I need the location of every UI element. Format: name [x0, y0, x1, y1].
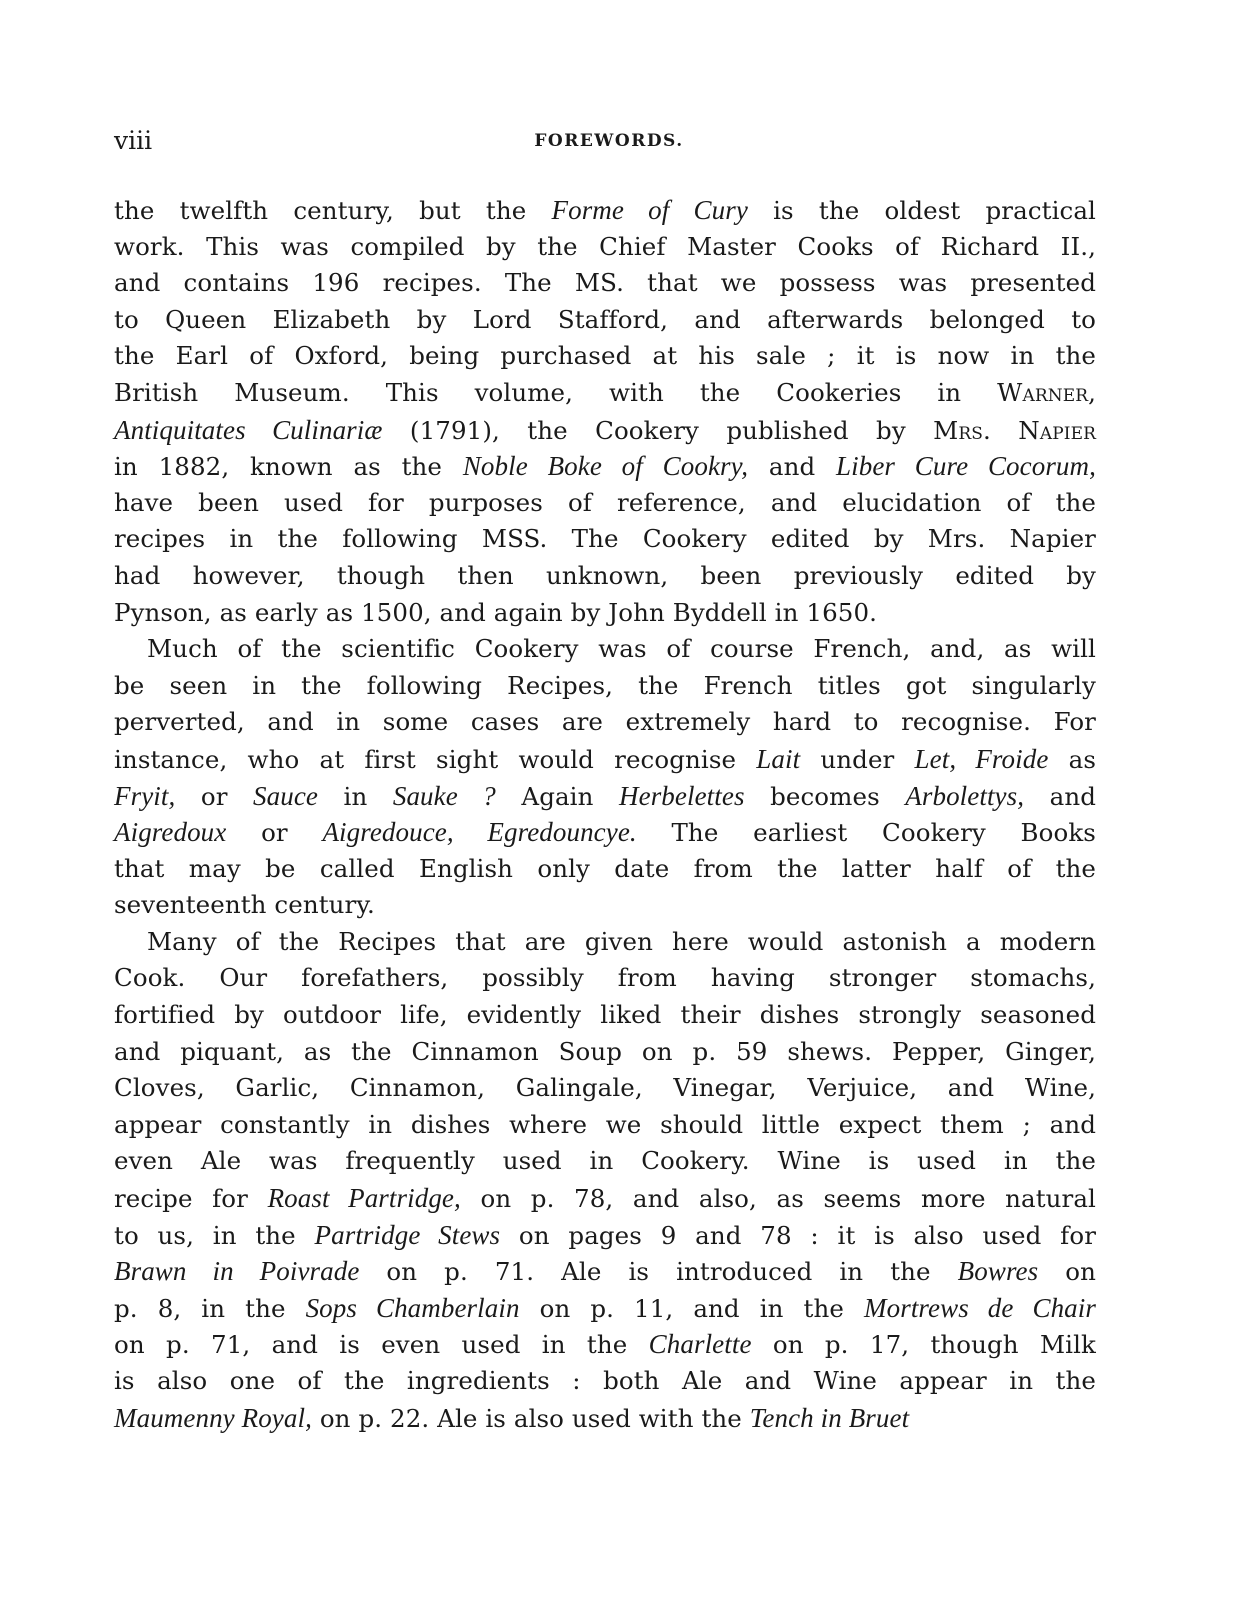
text-line [114, 1180, 1096, 1217]
italic-text: Brawn in Poivrade [114, 1256, 360, 1287]
text-run: appear constantly in dishes where we should little expect them ; and [114, 1109, 1096, 1139]
text-line [114, 1070, 1096, 1107]
text-line [114, 887, 1096, 924]
running-head [114, 124, 1096, 158]
text-line [114, 595, 1096, 632]
italic-text: Partridge Stews [314, 1219, 501, 1250]
italic-text: Maumenny Royal, [114, 1402, 312, 1433]
text-run: Many of the Recipes that are given here would astonish a modern [147, 926, 1096, 956]
text-line [114, 960, 1096, 997]
italic-text: Let, Froide [914, 743, 1049, 774]
text-run: British Museum. This volume, with the Cookeries in [114, 377, 998, 407]
text-line [114, 851, 1096, 888]
text-line [114, 558, 1096, 595]
text-line [114, 924, 1096, 961]
italic-text: Herbelettes [619, 780, 745, 811]
text-run: seventeenth century. [114, 890, 375, 920]
text-line [114, 521, 1096, 558]
italic-text: Roast Partridge, [267, 1183, 461, 1214]
text-line [114, 1034, 1096, 1071]
italic-text: Lait [756, 743, 801, 774]
text-line [114, 448, 1096, 485]
italic-text: Arbolettys, [905, 780, 1025, 811]
text-run: the twelfth century, but the [114, 196, 552, 225]
text-run: the Earl of Oxford, being purchased at his sale ; it is now in the [114, 341, 1096, 371]
text-line [114, 192, 1096, 229]
text-run: perverted, and in some cases are extremely hard to recognise. For [114, 707, 1096, 737]
text-run: be seen in the following Recipes, the French titles got singularly [114, 670, 1096, 700]
text-run: Cloves, Garlic, Cinnamon, Galingale, Vinegar, Verjuice, and Wine, [114, 1073, 1096, 1103]
text-run: have been used for purposes of reference, and elucidation of the [114, 487, 1096, 517]
text-line [114, 814, 1096, 851]
text-line [114, 1363, 1096, 1400]
italic-text: Mortrews de Chair [864, 1292, 1096, 1323]
text-line [114, 302, 1096, 339]
italic-text: Sauke ? [392, 780, 496, 811]
italic-text: Antiquitates Culinariæ [114, 414, 383, 445]
italic-text: Noble Boke of Cookry, [462, 451, 749, 482]
italic-text: Bowres [957, 1256, 1039, 1287]
text-line [114, 1326, 1096, 1363]
text-run: becomes [744, 781, 906, 811]
text-run: is also one of the ingredients : both Ale and Wine appear in the [114, 1366, 1096, 1395]
text-line [114, 1400, 1096, 1437]
italic-text: Liber Cure Cocorum, [836, 451, 1096, 482]
text-run: Pynson, as early as 1500, and again by John Byddell in 1650. [114, 597, 878, 627]
text-run: work. This was compiled by the Chief Master Cooks of Richard II., [114, 231, 1096, 261]
text-run: fortified by outdoor life, evidently liked their dishes strongly seasoned [114, 1000, 1096, 1030]
text-run: on p. 22. Ale is also used with the [311, 1403, 750, 1433]
text-line [114, 1217, 1096, 1254]
text-run: p. 8, in the [114, 1293, 306, 1323]
running-title: FOREWORDS. [534, 131, 684, 151]
text-run: to Queen Elizabeth by Lord Stafford, and afterwards belonged to [114, 304, 1096, 334]
text-run: had however, though then unknown, been previously edited by [114, 560, 1096, 590]
text-line [114, 375, 1096, 412]
text-run: on pages 9 and 78 : it is also used for [500, 1220, 1097, 1250]
italic-text: Sops Chamberlain [305, 1292, 520, 1323]
text-run: on p. 71, and is even used in the [114, 1330, 649, 1360]
text-run: Much of the scientific Cookery was of course French, and, as will [147, 634, 1096, 664]
text-run: instance, who at first sight would recognise [114, 744, 757, 774]
text-line [114, 412, 1096, 449]
text-line [114, 997, 1096, 1034]
text-run: on [1038, 1257, 1096, 1287]
text-line [114, 229, 1096, 266]
small-caps-text: Mrs. Napier [933, 415, 1096, 445]
page-number: viii [114, 126, 153, 155]
text-run: and [748, 452, 837, 482]
text-run: in [318, 781, 393, 811]
text-run: on p. 11, and in the [519, 1293, 865, 1323]
text-line [114, 485, 1096, 522]
text-run: is the oldest practical [747, 196, 1096, 225]
text-line [114, 1253, 1096, 1290]
text-run: or [175, 781, 254, 811]
text-run: recipes in the following MSS. The Cookery edited by Mrs. Napier [114, 524, 1096, 554]
text-run: under [800, 744, 915, 774]
italic-text: Fryit, [114, 780, 176, 811]
text-run: The earliest Cookery Books [636, 818, 1096, 848]
text-line [114, 778, 1096, 815]
text-run: to us, in the [114, 1220, 315, 1250]
text-run: Cook. Our forefathers, possibly from having stronger stomachs, [114, 963, 1096, 993]
text-run: or [226, 818, 323, 848]
text-run: and [1024, 781, 1096, 811]
text-run: recipe for [114, 1184, 268, 1214]
text-run: and contains 196 recipes. The MS. that we possess was presented [114, 268, 1096, 298]
text-line [114, 1290, 1096, 1327]
text-line [114, 265, 1096, 302]
text-run: and piquant, as the Cinnamon Soup on p. 59 shews. Pepper, Ginger, [114, 1036, 1096, 1066]
text-run: as [1048, 744, 1097, 774]
italic-text: Charlette [648, 1329, 752, 1360]
text-run: (1791), the Cookery published by [382, 415, 934, 445]
italic-text: Aigredouce, Egredouncye. [322, 817, 637, 848]
text-line [114, 1143, 1096, 1180]
text-run: that may be called English only date from the latter half of the [114, 853, 1096, 883]
italic-text: Tench in Bruet [749, 1402, 910, 1433]
text-run: even Ale was frequently used in Cookery. Wine is used in the [114, 1146, 1096, 1176]
text-run: on p. 17, though Milk [751, 1330, 1096, 1360]
text-run: Again [495, 781, 620, 811]
text-line [114, 741, 1096, 778]
text-run: on p. 78, and also, as seems more natural [460, 1184, 1096, 1214]
text-line [114, 631, 1096, 668]
body-text [114, 192, 1096, 1436]
small-caps-text: Warner, [997, 377, 1096, 407]
text-line [114, 1107, 1096, 1144]
text-line [114, 668, 1096, 705]
italic-text: Aigredoux [114, 817, 227, 848]
italic-text: Forme of Cury [551, 195, 748, 225]
text-run: in 1882, known as the [114, 452, 463, 482]
text-line [114, 338, 1096, 375]
text-run: on p. 71. Ale is introduced in the [359, 1257, 958, 1287]
text-line [114, 704, 1096, 741]
italic-text: Sauce [253, 780, 318, 811]
